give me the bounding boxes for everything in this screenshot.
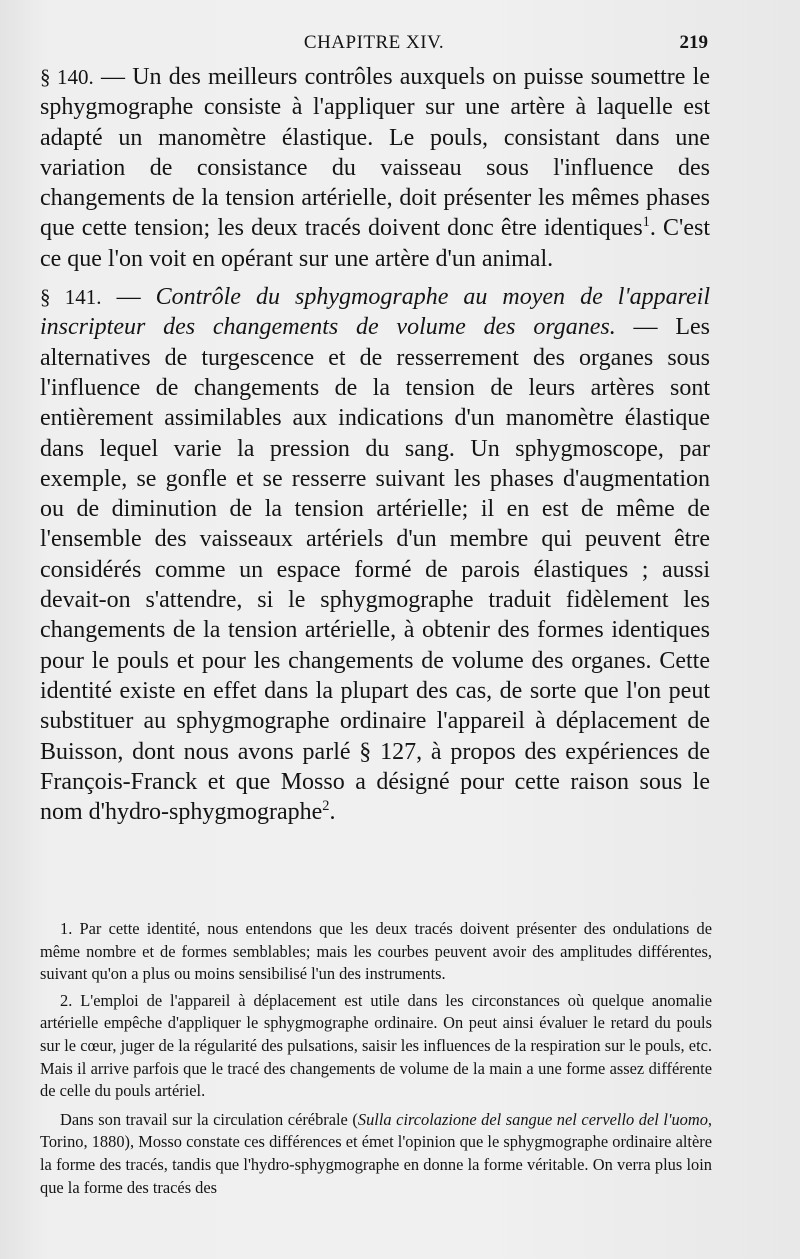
footnotes xyxy=(40,918,712,1199)
section-text: — Les alternatives de turgescence et de resserrement des organes sous l'influence de changements de la tension de leurs artères sont entièrement assimilables aux indications d'un manomètre élastique dans lequel varie la pression du sang. Un sphygmoscope, par exemple, se gonfle et se resserre suivant les phases d'augmentation ou de diminution de la tension artérielle; il en est de même de l'ensemble des vaisseaux artériels d'un membre qui peuvent être considérés comme un espace formé de parois élastiques ; aussi devait-on s'attendre, si le sphygmographe traduit fidèlement les changements de la tension artérielle, à obtenir des formes identiques pour le pouls et pour les changements de volume des organes. Cette identité existe en effet dans la plupart des cas, de sorte que l'on peut substituer au sphygmographe ordinaire l'appareil à déplacement de Buisson, dont nous avons parlé § 127, à propos des expériences de François-Franck et que Mosso a désigné pour cette raison sous le nom d'hydro-sphygmographe xyxy=(40,314,710,826)
section-title: Contrôle du sphygmographe au moyen de l'appareil inscripteur des changements de volume des organes. xyxy=(40,284,711,341)
section-text: — Un des meilleurs contrôles auxquels on puisse soumettre le sphygmographe consiste à l'appliquer sur une artère à laquelle est adapté un manomètre élastique. Le pouls, consistant dans une variation de consistance du vaisseau sous l'influence des changements de la tension artérielle, doit présenter les mêmes phases que cette tension; les deux tracés doivent donc être identiques xyxy=(40,64,711,242)
footnote-text: , Torino, 1880), Mosso constate ces différences et émet l'opinion que le sphygmographe ordinaire altère la forme des tracés, tandis que l'hydro-sphygmographe en donne la forme véritable. On verra plus loin que la forme des tracés des xyxy=(40,1109,712,1197)
section-text-after: . xyxy=(329,799,336,826)
section-number: § 141. xyxy=(40,285,102,310)
footnote-2: 2. L'emploi de l'appareil à déplacement est utile dans les circonstances où quelque anomalie artérielle empêche d'appliquer le sphygmographe ordinaire. On peut ainsi évaluer le retard du pouls sur le cœur, juger de la régularité des pulsations, saisir les influences de la respiration sur le pouls, etc. Mais il arrive parfois que le tracé des changements de volume de la main a une forme assez différente de celle du pouls artériel. xyxy=(40,990,712,1101)
main-text xyxy=(40,62,710,827)
page-header xyxy=(40,30,708,60)
footnote-continuation xyxy=(40,1109,712,1199)
page-number: 219 xyxy=(679,32,708,53)
section-text-after: . C'est ce que l'on voit en opérant sur une artère d'un animal. xyxy=(40,215,710,272)
cited-work-title: Sulla circolazione del sangue nel cervello del l'uomo xyxy=(357,1109,708,1129)
footnote-ref: 2 xyxy=(322,798,330,815)
section-140 xyxy=(40,62,710,274)
running-title: CHAPITRE XIV. xyxy=(303,32,445,53)
section-number: § 140. xyxy=(40,65,94,89)
section-141: § 141. — Contrôle du sphygmographe au moyen de l'appareil inscripteur des changements de volume des organes. — Les alternatives de turgescence et de resserrement des organes sous l'influence de changements de la tension de leurs artères sont entièrement assimilables aux indications d'un manomètre élastique dans lequel varie la pression du sang. Un sphygmoscope, par exemple, se gonfle et se resserre suivant les phases d'augmentation ou de diminution de la tension artérielle; il en est de même de l'ensemble des vaisseaux artériels d'un membre qui peuvent être considérés comme un espace formé de parois élastiques ; aussi devait-on s'attendre, si le sphygmographe traduit fidèlement les changements de la tension artérielle, à obtenir des formes identiques pour le pouls et pour les changements de volume des organes. Cette identité existe en effet dans la plupart des cas, de sorte que l'on peut substituer au sphygmographe ordinaire l'appareil à déplacement de Buisson, dont nous avons parlé § 127, à propos des expériences de François-Franck et que Mosso a désigné pour cette raison sous le nom d'hydro-sphygmographe$^2$. xyxy=(40,284,711,826)
footnote-text: Dans son travail sur la circulation cérébrale ( xyxy=(60,1109,358,1129)
footnote-ref: 1 xyxy=(642,214,650,231)
footnote-1: 1. Par cette identité, nous entendons que les deux tracés doivent présenter des ondulations de même nombre et de formes semblables; mais les courbes peuvent avoir des amplitudes différentes, suivant qu'on a plus ou moins sensibilisé l'un des instruments. xyxy=(40,919,712,984)
